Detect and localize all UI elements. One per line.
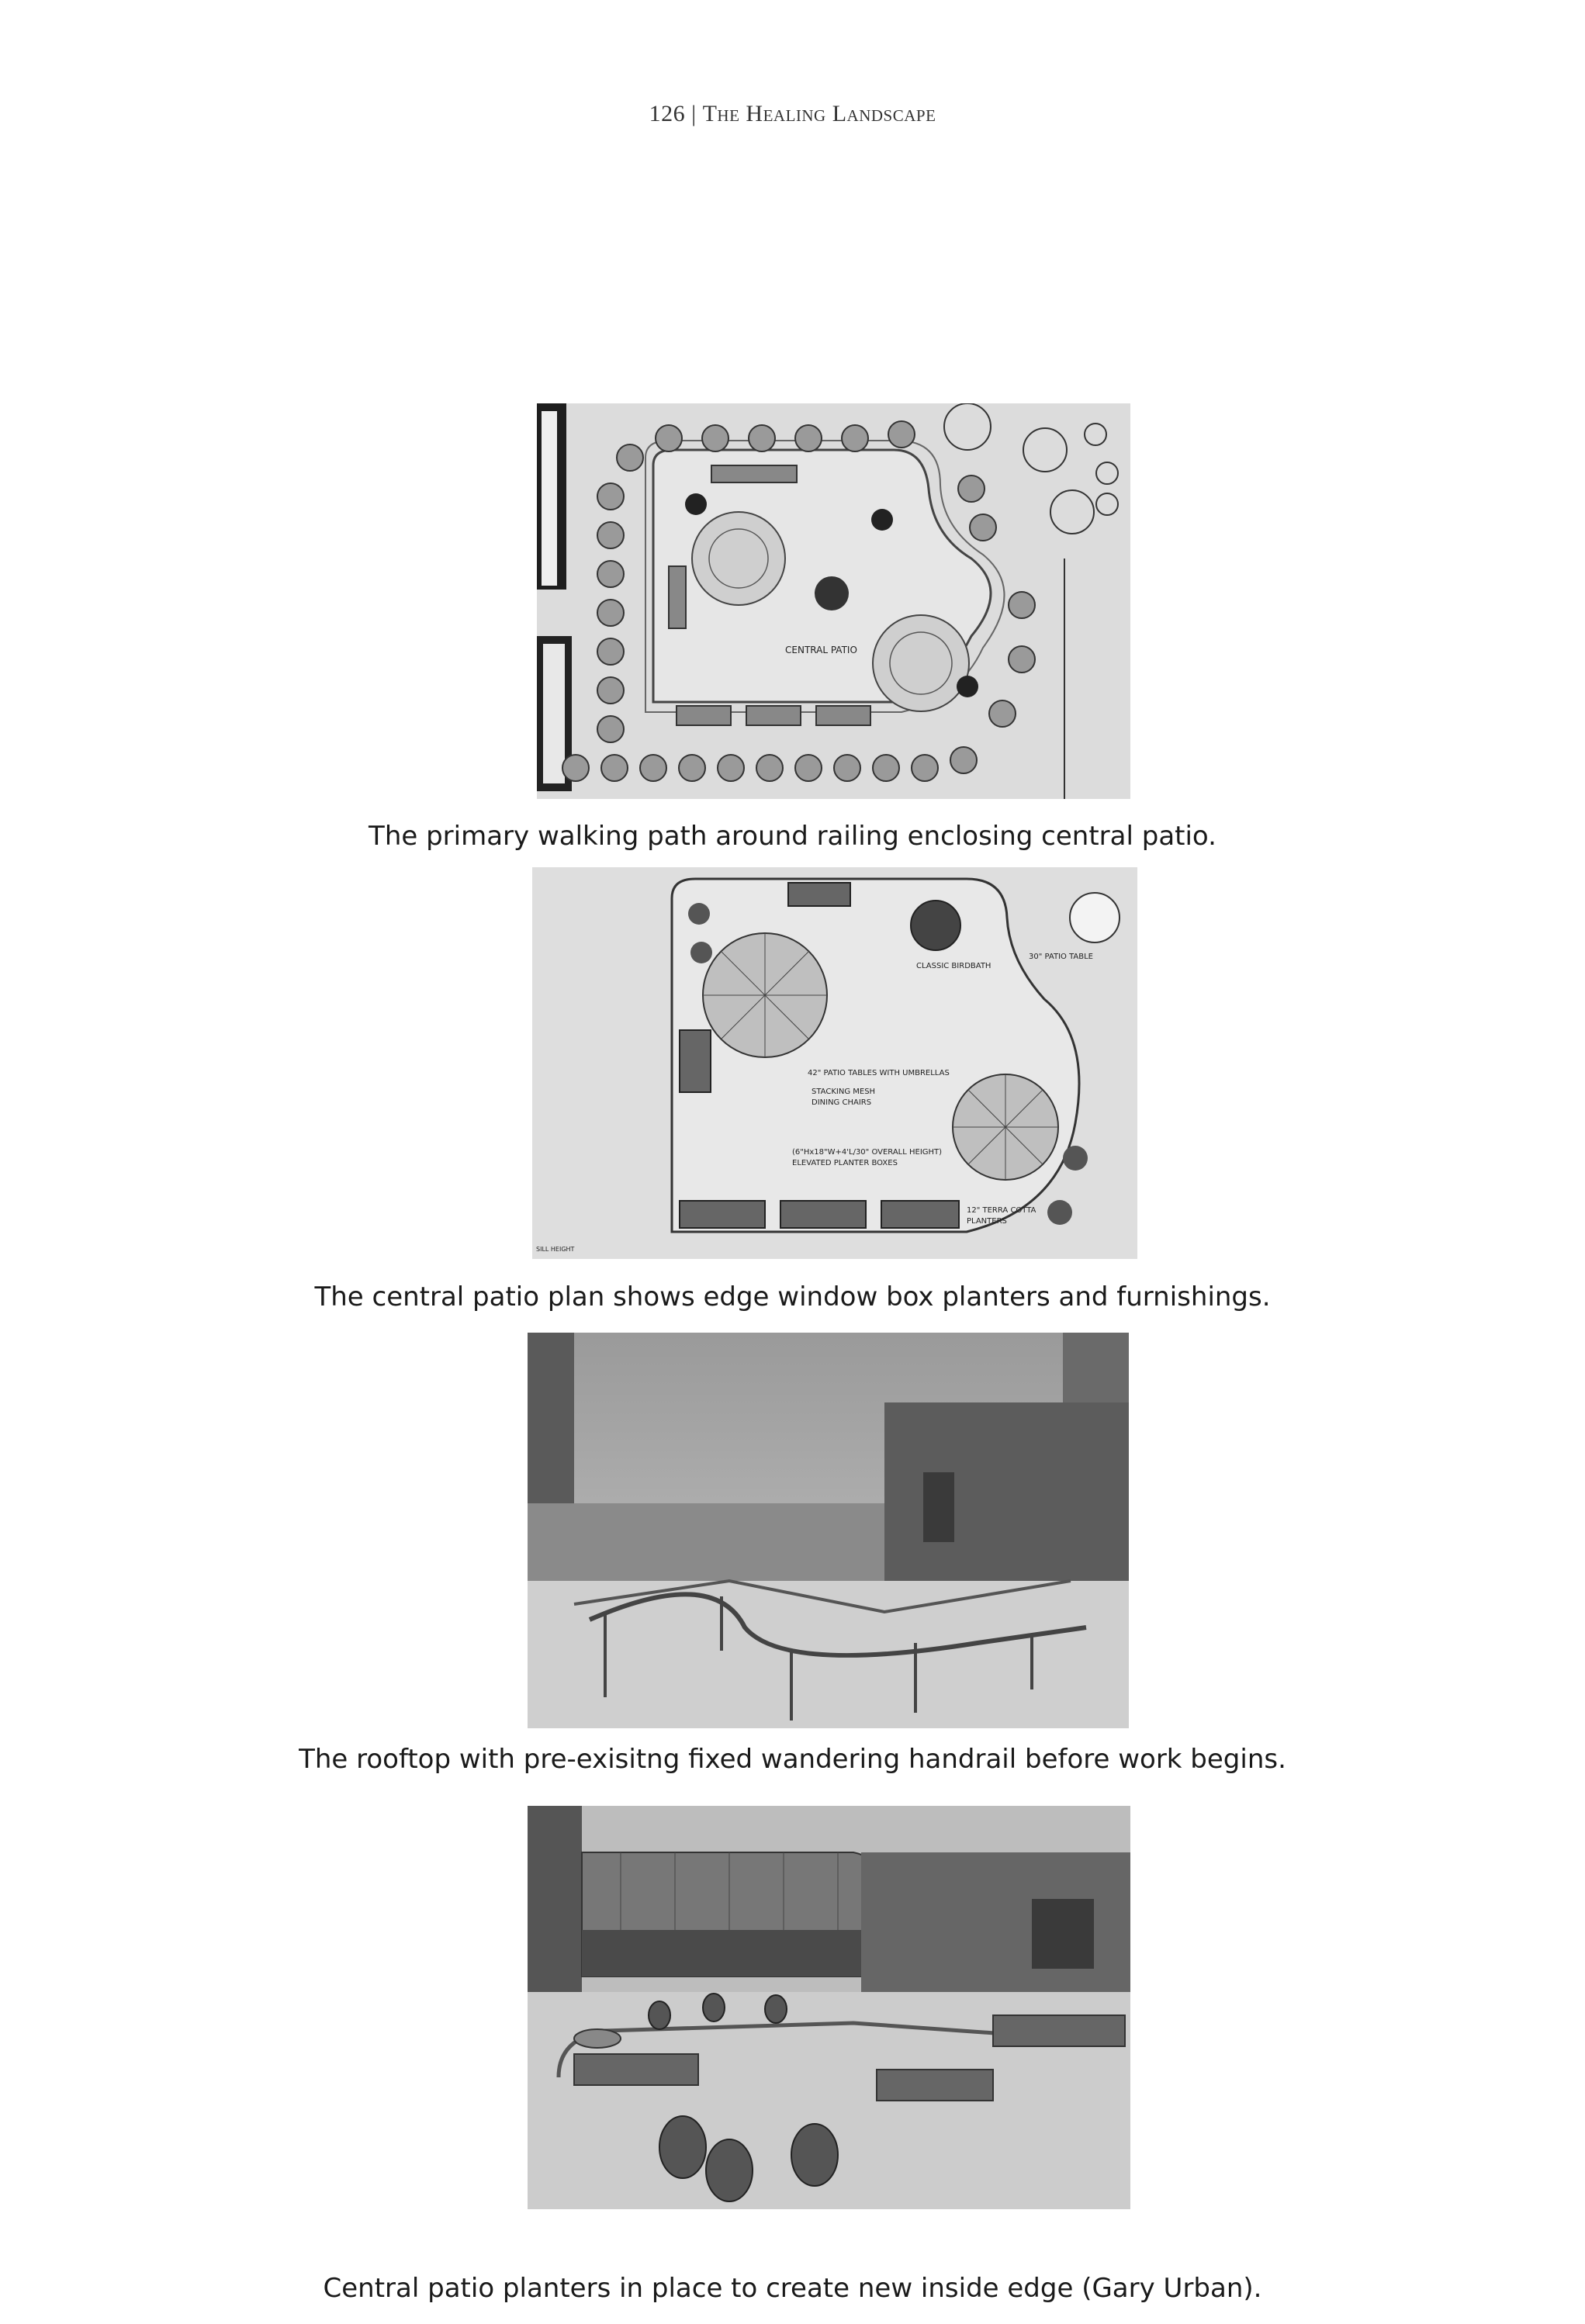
book-title: The Healing Landscape [702, 101, 936, 126]
birdbath-label: CLASSIC BIRDBATH [916, 962, 991, 970]
rooftop-planters-photo [528, 1806, 1130, 2209]
central-patio-label: CENTRAL PATIO [785, 645, 857, 655]
figure-caption: Central patio planters in place to create new inside edge (Gary Urban). [323, 2273, 1262, 2304]
tables-umbrellas-label: 42" PATIO TABLES WITH UMBRELLAS [808, 1069, 950, 1077]
figure-caption: The primary walking path around railing enclosing central patio. [369, 821, 1216, 852]
central-patio-plan-drawing [532, 867, 1137, 1259]
terracotta-label-line2: PLANTERS [967, 1217, 1007, 1226]
running-header [0, 101, 1585, 127]
page-number: 126 [649, 101, 686, 126]
chairs-label-line2: DINING CHAIRS [812, 1098, 872, 1107]
figure-caption: The central patio plan shows edge window box planters and furnishings. [314, 1281, 1271, 1312]
sill-height-label: SILL HEIGHT [536, 1246, 575, 1253]
chairs-label-line1: STACKING MESH [812, 1088, 876, 1096]
walking-path-plan-figure [537, 403, 1130, 799]
terracotta-label-line1: 12" TERRA COTTA [967, 1206, 1036, 1215]
rooftop-before-image [528, 1333, 1129, 1728]
rooftop-before-photo [528, 1333, 1129, 1728]
figure-caption: The rooftop with pre-exisitng fixed wandering handrail before work begins. [299, 1744, 1286, 1775]
patio-table-label: 30" PATIO TABLE [1029, 953, 1093, 961]
planter-boxes-label: ELEVATED PLANTER BOXES [792, 1159, 898, 1167]
planter-dims-label: (6"Hx18"W+4'L/30" OVERALL HEIGHT) [792, 1148, 943, 1157]
central-patio-plan-figure [532, 867, 1137, 1259]
rooftop-planters-image [528, 1806, 1130, 2209]
walking-path-plan-drawing [537, 403, 1130, 799]
header-separator: | [691, 101, 697, 126]
